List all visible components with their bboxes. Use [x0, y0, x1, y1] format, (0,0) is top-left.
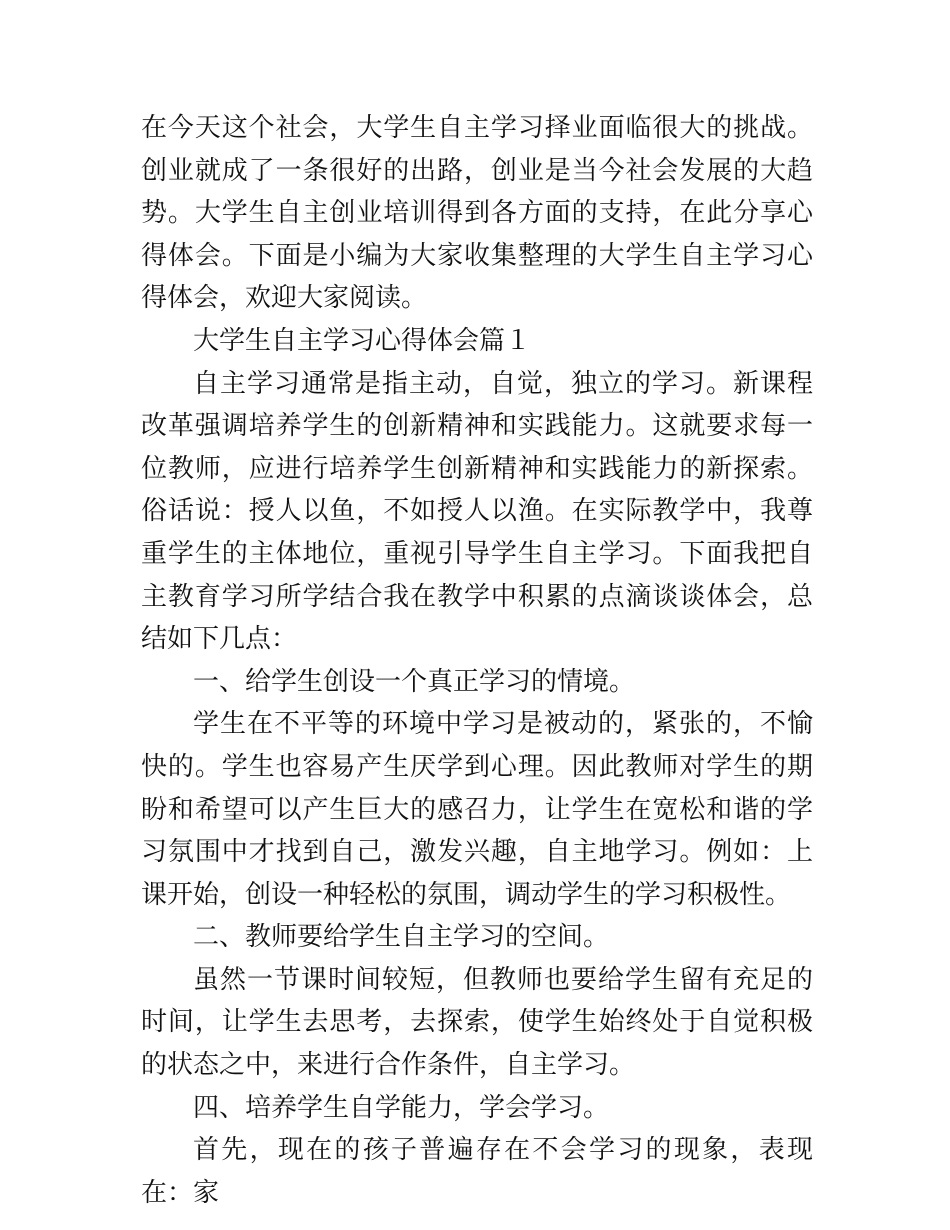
intro-paragraph: 在今天这个社会，大学生自主学习择业面临很大的挑战。创业就成了一条很好的出路，创业是当今社会发展的大趋势。大学生自主创业培训得到各方面的支持，在此分享心得体会。下面是小编为大家收集整理的大学生自主学习心得体会，欢迎大家阅读。 [141, 113, 813, 314]
point-heading-1: 一、给学生创设一个真正学习的情境。 [193, 666, 636, 697]
section-heading-article-1: 大学生自主学习心得体会篇１ [193, 325, 532, 356]
point-heading-2: 二、教师要给学生自主学习的空间。 [193, 922, 610, 953]
body-paragraph: 首先，现在的孩子普遍存在不会学习的现象，表现在：家 [141, 1135, 813, 1208]
body-paragraph: 虽然一节课时间较短，但教师也要给学生留有充足的时间，让学生去思考，去探索，使学生始终处于自觉积极的状态之中，来进行合作条件，自主学习。 [141, 964, 813, 1081]
body-paragraph: 自主学习通常是指主动，自觉，独立的学习。新课程改革强调培养学生的创新精神和实践能力。这就要求每一位教师，应进行培养学生创新精神和实践能力的新探索。俗话说：授人以鱼，不如授人以渔。在实际教学中，我尊重学生的主体地位，重视引导学生自主学习。下面我把自主教育学习所学结合我在教学中积累的点滴谈谈体会，总结如下几点： [141, 368, 813, 655]
body-paragraph: 学生在不平等的环境中学习是被动的，紧张的，不愉快的。学生也容易产生厌学到心理。因此教师对学生的期盼和希望可以产生巨大的感召力，让学生在宽松和谐的学习氛围中才找到自己，激发兴趣，自主地学习。例如：上课开始，创设一种轻松的氛围，调动学生的学习积极性。 [141, 709, 813, 910]
document-body [141, 107, 813, 1214]
point-heading-4: 四、培养学生自学能力，学会学习。 [193, 1092, 610, 1123]
